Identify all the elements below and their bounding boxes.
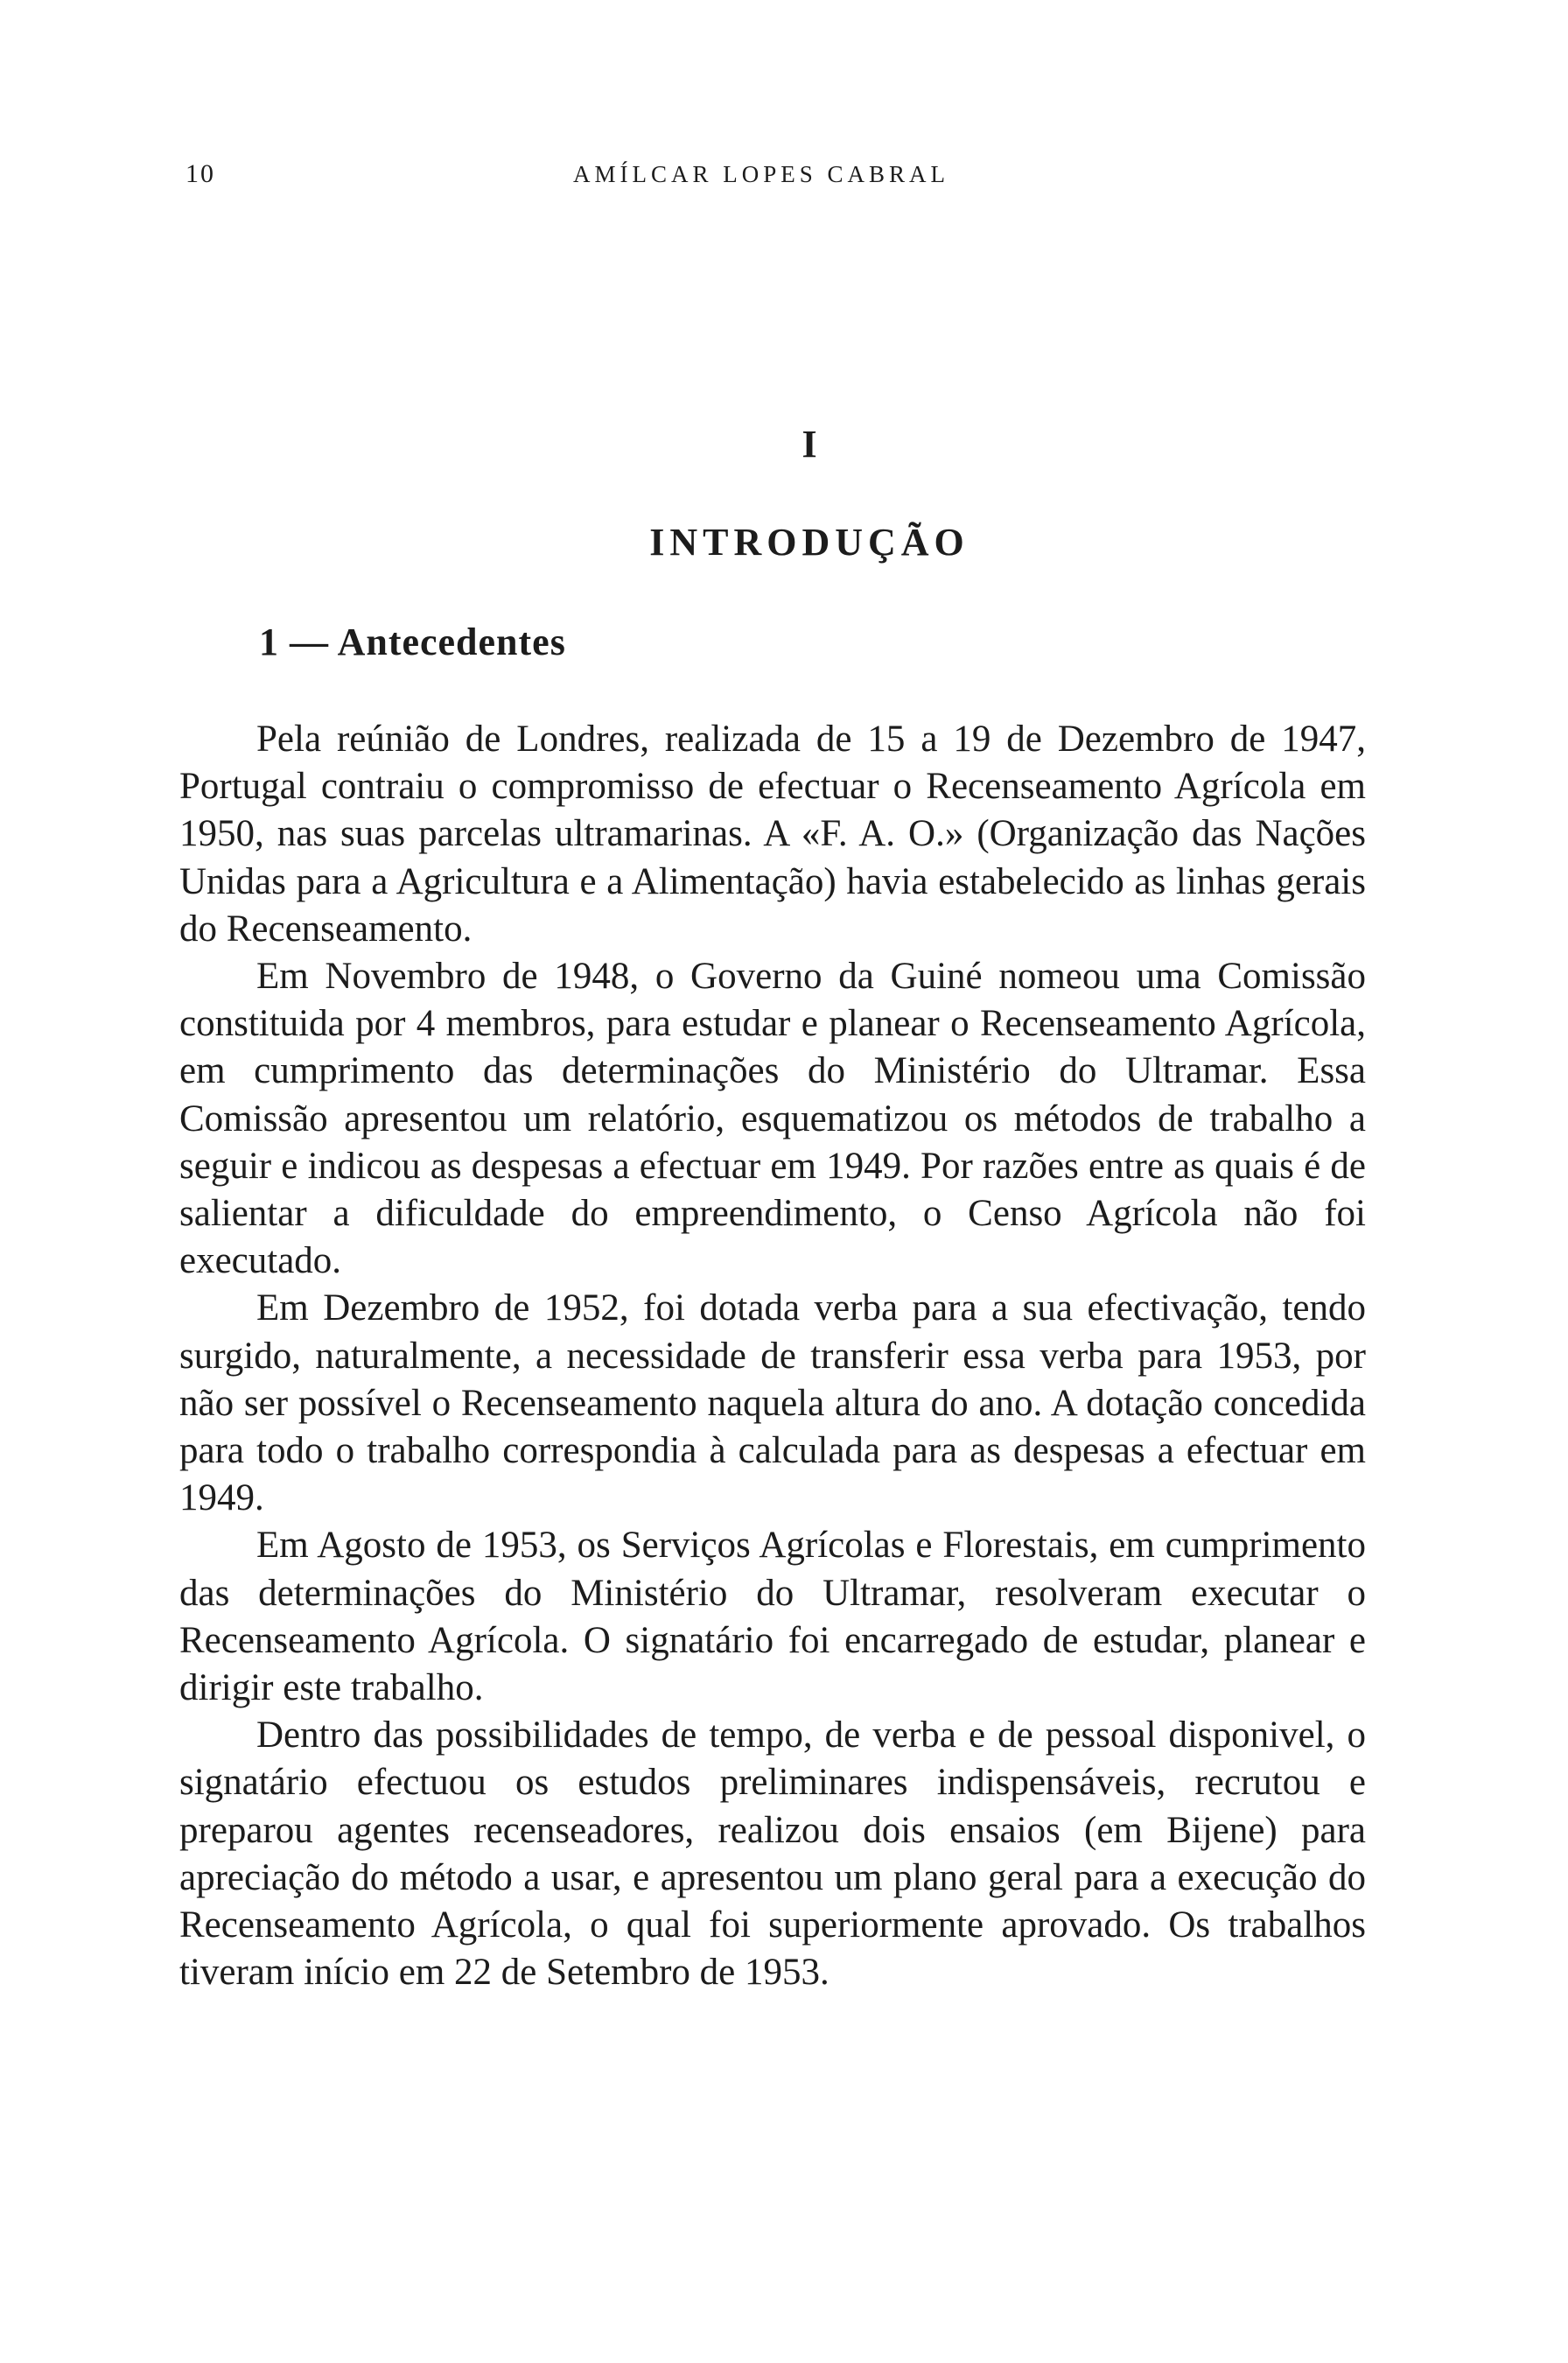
page-number: 10 bbox=[186, 159, 215, 188]
paragraph: Em Dezembro de 1952, foi dotada verba para a sua efectivação, tendo surgido, naturalmente, a necessidade de transferir essa verba para 1953, por não ser possível o Recenseamento naquela altura do ano. A dotação concedida para todo o trabalho correspondia à calculada para as despesas a efectuar em 1949. bbox=[179, 1287, 1366, 1519]
section-heading: 1 — Antecedentes bbox=[259, 621, 566, 663]
paragraph: Dentro das possibilidades de tempo, de verba e de pessoal disponivel, o signatário efectuou os estudos preliminares indispensáveis, recrutou e preparou agentes recenseadores, realizou dois ensaios (em Bijene) para apreciação do método a usar, e apresentou um plano geral para a execução do Recenseamento Agrícola, o qual foi superiormente aprovado. Os trabalhos tiveram início em 22 de Setembro de 1953. bbox=[179, 1714, 1366, 1994]
running-title: AMÍLCAR LOPES CABRAL bbox=[573, 161, 950, 187]
body-text bbox=[179, 716, 1366, 1996]
paragraph: Em Agosto de 1953, os Serviços Agrícolas e Florestais, em cumprimento das determinações do Ministério do Ultramar, resolveram executar o Recenseamento Agrícola. O signatário foi encarregado de estudar, planear e dirigir este trabalho. bbox=[179, 1525, 1366, 1709]
chapter-title: INTRODUÇÃO bbox=[649, 521, 970, 564]
running-header bbox=[175, 159, 1365, 194]
paragraph: Em Novembro de 1948, o Governo da Guiné nomeou uma Comissão constituida por 4 membros, para estudar e planear o Recenseamento Agrícola, em cumprimento das determinações do Ministério do Ultramar. Essa Comissão apresentou um relatório, esquematizou os métodos de trabalho a seguir e indicou as despesas a efectuar em 1949. Por razões entre as quais é de salientar a dificuldade do empreendimento, o Censo Agrícola não foi executado. bbox=[179, 956, 1366, 1282]
chapter-number: I bbox=[802, 423, 817, 466]
paragraph: Pela reúnião de Londres, realizada de 15 a 19 de Dezembro de 1947, Portugal contraiu o compromisso de efectuar o Recenseamento Agrícola em 1950, nas suas parcelas ultramarinas. A «F. A. O.» (Organização das Nações Unidas para a Agricultura e a Alimentação) havia estabelecido as linhas gerais do Recenseamento. bbox=[179, 719, 1366, 950]
